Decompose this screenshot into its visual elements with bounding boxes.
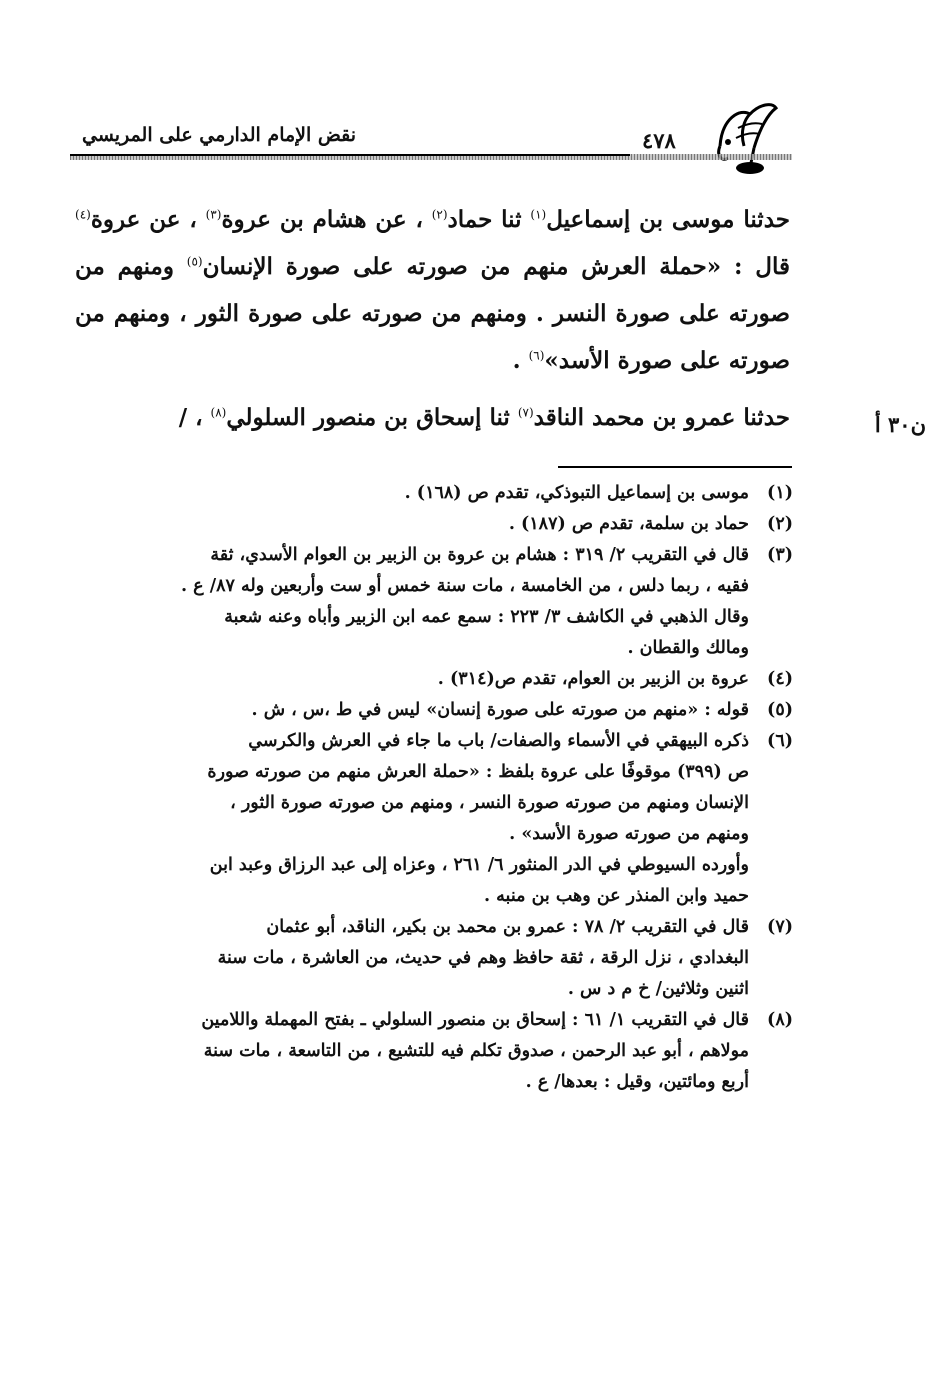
- footnote-4: [75, 664, 793, 695]
- main-text: [75, 196, 790, 441]
- footnote-ref[interactable]: (٣): [205, 207, 222, 222]
- footnote-line: ومنهم من صورته صورة الأسد» .: [509, 824, 749, 844]
- quill-inkwell-icon: [710, 98, 790, 176]
- footnote-number: (٦): [767, 731, 793, 751]
- footnote-line: حماد بن سلمة، تقدم ص (١٨٧) .: [508, 514, 749, 534]
- footnote-1: [75, 478, 793, 509]
- text-span: ومنهم من صورته على صورة النسر . ومنهم من صورته على صورة الثور ، ومنهم من صورته على صورة الأسد»: [75, 253, 790, 374]
- footnote-line: حميد وابن المنذر عن وهب بن منبه .: [483, 886, 749, 906]
- footnote-ref[interactable]: (٧): [517, 405, 534, 420]
- footnote-line: قال في التقريب ٢/ ٧٨ : عمرو بن محمد بن بكير، الناقد، أبو عثمان: [266, 917, 749, 937]
- footnote-ref[interactable]: (٤): [75, 207, 91, 222]
- footnote-number: (٨): [767, 1010, 793, 1030]
- footnote-line: وقال الذهبي في الكاشف ٣/ ٢٢٣ : سمع عمه ابن الزبير وأباه وعنه شعبة: [224, 607, 749, 627]
- footnote-ref[interactable]: (٦): [528, 348, 545, 363]
- footnote-line: ذكره البيهقي في الأسماء والصفات/ باب ما جاء في العرش والكرسي: [248, 731, 749, 751]
- footnote-line: أربع ومائتين، وقيل : بعدها/ ع .: [525, 1072, 749, 1092]
- text-span: حدثنا موسى بن إسماعيل: [546, 206, 790, 233]
- footnote-6: [75, 726, 793, 912]
- running-title: نقض الإمام الدارمي على المريسي: [82, 124, 357, 146]
- footnote-number: (٤): [767, 669, 793, 689]
- footnote-separator: [558, 466, 792, 468]
- footnote-line: قال في التقريب ١/ ٦١ : إسحاق بن منصور السلولي ـ بفتح المهملة واللامين: [201, 1010, 749, 1030]
- footnote-number: (٣): [767, 545, 793, 565]
- footnote-number: (٥): [767, 700, 793, 720]
- paragraph: [75, 196, 790, 384]
- text-span: حدثنا عمرو بن محمد الناقد: [533, 404, 790, 431]
- footnote-line: موسى بن إسماعيل التبوذكي، تقدم ص (١٦٨) .: [404, 483, 749, 503]
- text-span: ، عن عروة: [90, 206, 206, 233]
- page-number: ٤٧٨: [642, 128, 676, 153]
- text-span: ثنا حماد: [447, 206, 531, 233]
- footnote-line: ومالك والقطان .: [627, 638, 749, 658]
- footnote-5: [75, 695, 793, 726]
- footnote-ref[interactable]: (٢): [431, 207, 448, 222]
- footnote-line: قوله : «منهم من صورته على صورة إنسان» ليس في ط ،س ، ش .: [251, 700, 749, 720]
- footnote-line: قال في التقريب ٢/ ٣١٩ : هشام بن عروة بن الزبير بن العوام الأسدي، ثقة: [210, 545, 749, 565]
- text-span: قال : «حملة العرش منهم من صورته على صورة الإنسان: [202, 253, 790, 280]
- footnote-line: وأورده السيوطي في الدر المنثور ٦/ ٢٦١ ، وعزاه إلى عبد الرزاق وعبد ابن: [209, 855, 749, 875]
- text-span: ، /: [178, 404, 211, 431]
- footnote-line: عروة بن الزبير بن العوام، تقدم ص(٣١٤) .: [437, 669, 749, 689]
- footnote-2: [75, 509, 793, 540]
- page-header: [70, 98, 792, 160]
- header-rule-line: [70, 154, 630, 156]
- footnote-number: (١): [767, 483, 793, 503]
- footnote-line: البغدادي ، نزل الرقة ، ثقة حافظ وهم في حديث، من العاشرة ، مات سنة: [217, 948, 749, 968]
- footnote-ref[interactable]: (١): [530, 207, 547, 222]
- footnote-7: [75, 912, 793, 1005]
- footnote-3: [75, 540, 793, 664]
- text-span: ثنا إسحاق بن منصور السلولي: [226, 404, 518, 431]
- footnote-line: فقيه ، ربما دلس ، من الخامسة ، مات سنة خمس أو ست وأربعين وله ٨٧/ ع .: [181, 576, 749, 596]
- footnote-number: (٧): [767, 917, 793, 937]
- footnote-line: مولاهم ، أبو عبد الرحمن ، صدوق تكلم فيه للتشيع ، من التاسعة ، مات سنة: [203, 1041, 749, 1061]
- footnote-ref[interactable]: (٥): [186, 254, 203, 269]
- footnote-line: اثنين وثلاثين/ خ م د س .: [567, 979, 749, 999]
- footnote-ref[interactable]: (٨): [210, 405, 227, 420]
- footnote-line: ص (٣٩٩) موقوفًا على عروة بلفظ : «حملة العرش منهم من صورته صورة: [207, 762, 749, 782]
- footnote-8: [75, 1005, 793, 1098]
- text-span: .: [512, 347, 529, 374]
- footnote-line: الإنسان ومنهم من صورته صورة النسر ، ومنهم من صورته صورة الثور ،: [230, 793, 749, 813]
- paragraph: [75, 394, 790, 441]
- footnote-number: (٢): [767, 514, 793, 534]
- manuscript-margin-note: ن٣٠ أ: [874, 412, 926, 437]
- text-span: ، عن هشام بن عروة: [221, 206, 432, 233]
- footnotes: [75, 478, 793, 1098]
